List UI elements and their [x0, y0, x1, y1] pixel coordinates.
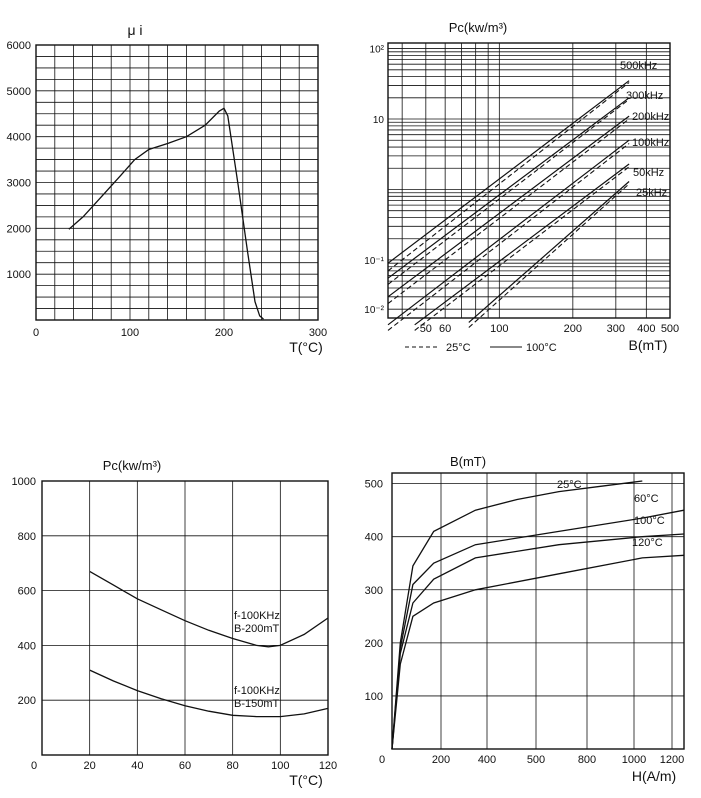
series-label: 200kHz [632, 111, 670, 123]
y-tick-label: 2000 [6, 223, 31, 236]
series-label: 500kHz [620, 60, 658, 72]
y-tick-label: 200 [364, 637, 383, 650]
x-tick-label: 100 [120, 327, 140, 339]
x-tick-label: 20 [83, 760, 96, 772]
x-tick-label: 1000 [621, 754, 647, 766]
x-tick-label: 400 [477, 754, 497, 766]
chart-title: Pc(kw/m³) [102, 458, 162, 473]
annotation-label: f-100KHz [234, 610, 280, 622]
x-tick-label: 800 [577, 754, 597, 766]
x-tick-label: 300 [606, 323, 626, 335]
x-tick-label: 80 [226, 760, 239, 772]
y-tick-label: 200 [17, 695, 36, 708]
chart-core-loss-vs-temperature [12, 458, 338, 788]
x-tick-label: 300 [308, 327, 328, 339]
x-tick-label: 100 [490, 323, 509, 335]
x-tick-label: 200 [214, 327, 234, 339]
series-line [392, 555, 684, 749]
annotation-label: B-200mT [234, 623, 280, 635]
series-label: 25kHz [636, 187, 668, 199]
y-tick-label: 10 [372, 115, 384, 127]
chart-permeability-vs-temperature [7, 22, 328, 355]
x-tick-label: 120 [318, 760, 338, 772]
series-label: 100kHz [632, 137, 670, 149]
x-tick-label: 0 [378, 754, 386, 766]
y-tick-label: 800 [17, 530, 36, 543]
x-axis-label: H(A/m) [631, 768, 677, 784]
series-line [392, 481, 642, 749]
x-tick-label: 0 [30, 760, 38, 772]
series-line [392, 534, 684, 749]
chart-bh-curve [365, 454, 685, 784]
x-tick-label: 1200 [659, 754, 685, 766]
y-tick-label: 400 [17, 640, 36, 653]
annotation-label: f-100KHz [234, 685, 280, 697]
chart-title: μ i [127, 22, 143, 38]
y-tick-label: 6000 [6, 40, 31, 52]
y-tick-label: 100 [364, 690, 383, 703]
series-line-100C [415, 164, 629, 325]
series-line [69, 108, 264, 319]
series-label: 60°C [634, 493, 659, 505]
series-label: 100°C [634, 515, 665, 527]
x-tick-label: 60 [439, 323, 452, 335]
legend-label: 25°C [446, 342, 471, 354]
y-tick-label: 400 [364, 531, 383, 544]
series-line-25C [388, 99, 629, 284]
x-tick-label: 400 [637, 323, 656, 335]
series-label: 300kHz [626, 90, 664, 102]
annotation-label: B-150mT [234, 698, 280, 710]
x-tick-label: 100 [271, 760, 290, 772]
series-line-100C [388, 116, 629, 297]
y-tick-label: 10⁻² [364, 305, 384, 317]
x-tick-label: 50 [419, 323, 432, 335]
x-axis-label: T(°C) [289, 339, 323, 355]
x-axis-label: T(°C) [289, 772, 323, 788]
series-line-100C [469, 182, 629, 323]
y-tick-label: 4000 [6, 131, 31, 144]
legend-label: 100°C [526, 342, 557, 354]
series-line [90, 670, 328, 717]
y-tick-label: 10² [369, 44, 384, 56]
series-line [90, 571, 328, 646]
x-tick-label: 60 [178, 760, 192, 772]
y-tick-label: 10⁻¹ [364, 255, 384, 267]
x-tick-label: 200 [563, 323, 583, 335]
series-line-100C [388, 98, 629, 278]
chart-title: B(mT) [449, 454, 487, 469]
x-tick-label: 500 [660, 323, 680, 335]
plot-frame [388, 43, 670, 318]
x-tick-label: 0 [32, 327, 40, 339]
y-tick-label: 3000 [6, 177, 31, 190]
y-tick-label: 1000 [6, 269, 31, 282]
series-label: 25°C [557, 479, 582, 491]
series-label: 120°C [632, 537, 663, 549]
series-line-25C [388, 83, 629, 271]
y-tick-label: 300 [364, 584, 383, 597]
y-tick-label: 5000 [6, 85, 31, 98]
y-tick-label: 1000 [11, 476, 36, 488]
x-tick-label: 40 [131, 760, 144, 772]
series-line-25C [415, 167, 629, 331]
x-tick-label: 200 [431, 754, 451, 766]
y-tick-label: 500 [364, 478, 383, 491]
chart-title: Pc(kw/m³) [448, 20, 508, 35]
x-axis-label: B(mT) [628, 337, 668, 353]
y-tick-label: 600 [17, 585, 36, 598]
series-label: 50kHz [633, 167, 665, 179]
x-tick-label: 500 [526, 754, 546, 766]
chart-core-loss-vs-flux [364, 20, 679, 354]
